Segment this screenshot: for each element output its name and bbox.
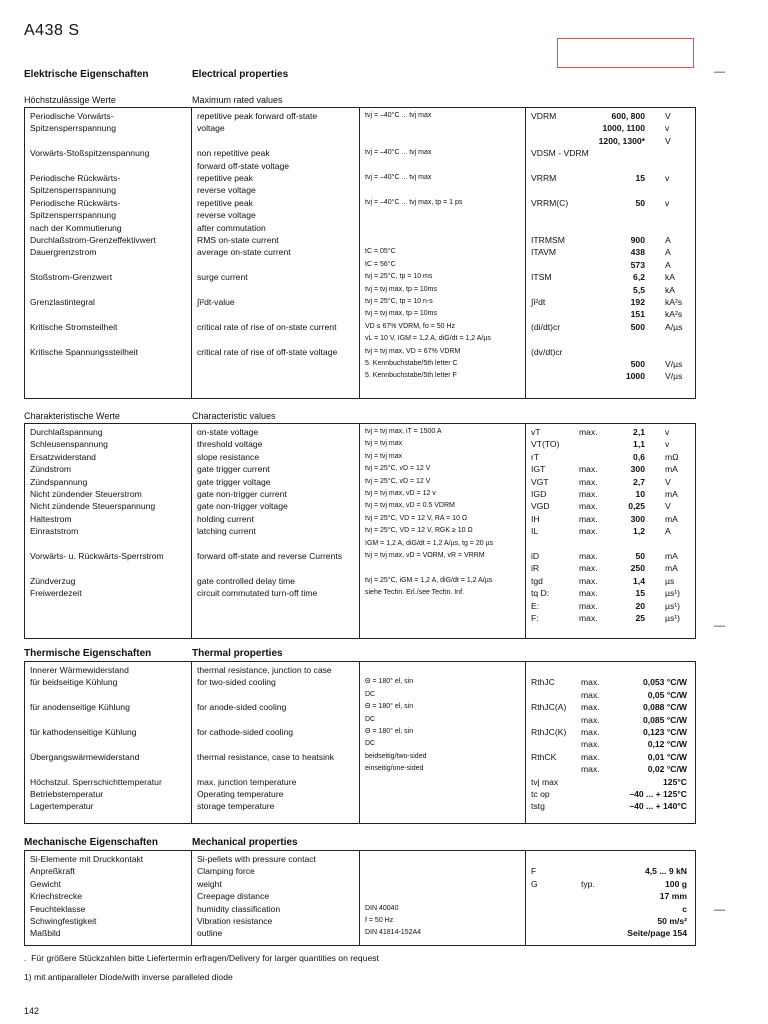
- cell-english: gate trigger voltage: [197, 476, 271, 487]
- section-heading-de: Thermische Eigenschaften: [24, 648, 152, 659]
- cell-unit: mA: [665, 563, 678, 574]
- cell-english: forward off-state voltage: [197, 160, 290, 171]
- cell-german: Freiwerdezeit: [30, 588, 82, 599]
- cell-german: Ersatzwiderstand: [30, 451, 96, 462]
- cell-value: 0,053 °C/W: [642, 677, 687, 688]
- maximum-ratings-table: [24, 107, 696, 399]
- cell-value: 1000, 1100: [602, 123, 645, 134]
- cell-german: Lagertemperatur: [30, 801, 94, 812]
- cell-english: gate non-trigger voltage: [197, 501, 288, 512]
- cell-condition: 5. Kennbuchstabe/5th letter F: [365, 372, 457, 380]
- cell-german: Haltestrom: [30, 513, 72, 524]
- cell-english: repetitive peak: [197, 197, 253, 208]
- cell-minmax: max.: [579, 476, 598, 487]
- cell-symbol: VGD: [531, 501, 550, 512]
- cell-english: slope resistance: [197, 451, 260, 462]
- cell-unit: A: [665, 526, 671, 537]
- footnote-delivery: . Für größere Stückzahlen bitte Liefertermin erfragen/Delivery for larger quantities on request: [24, 953, 379, 963]
- cell-symbol: (dv/dt)cr: [531, 346, 563, 357]
- cell-english: for cathode-sided cooling: [197, 727, 294, 737]
- cell-symbol: ITAVM: [531, 247, 556, 258]
- cell-condition: tvj = –40°C ... tvj max: [365, 149, 432, 157]
- cell-english: thermal resistance, junction to case: [197, 665, 332, 675]
- cell-german: Durchlaßstrom-Grenzeffektivwert: [30, 235, 156, 245]
- cell-unit: V: [665, 476, 671, 487]
- cell-symbol: IL: [531, 526, 539, 537]
- cell-minmax: max.: [579, 563, 598, 574]
- margin-mark: —: [714, 904, 725, 916]
- cell-value: 5,5: [633, 284, 645, 295]
- cell-unit: mA: [665, 513, 678, 524]
- cell-english: outline: [197, 928, 223, 939]
- cell-english: gate trigger current: [197, 464, 270, 475]
- cell-condition: tC = 56°C: [365, 260, 396, 268]
- cell-minmax: typ.: [581, 878, 595, 889]
- cell-unit: kA: [665, 272, 676, 283]
- cell-symbol: iD: [531, 551, 540, 561]
- cell-german: Periodische Rückwärts-: [30, 173, 121, 183]
- cell-minmax: max.: [579, 464, 598, 475]
- cell-symbol: VRRM(C): [531, 197, 569, 208]
- cell-english: circuit commutated turn-off time: [197, 588, 318, 599]
- cell-symbol: VDSM - VDRM: [531, 148, 589, 159]
- cell-symbol: RthJC(K): [531, 727, 567, 737]
- cell-german: für kathodenseitige Kühlung: [30, 727, 137, 737]
- cell-german: Einraststrom: [30, 526, 79, 537]
- cell-value: 573: [630, 259, 645, 270]
- cell-unit: V: [665, 111, 671, 121]
- cell-german: Höchstzul. Sperrschichttemperatur: [30, 776, 162, 787]
- red-stamp-box: [557, 38, 694, 68]
- cell-minmax: max.: [579, 427, 598, 437]
- cell-condition: einseitig/one-sided: [365, 765, 424, 773]
- cell-symbol: rT: [531, 451, 540, 462]
- subsection-heading-en: Maximum rated values: [192, 95, 283, 105]
- cell-german: Zündstrom: [30, 464, 72, 475]
- cell-unit: V: [665, 135, 671, 146]
- cell-english: Creepage distance: [197, 891, 270, 902]
- cell-german: Dauergrenzstrom: [30, 247, 97, 258]
- cell-symbol: VGT: [531, 476, 549, 487]
- cell-minmax: max.: [579, 588, 598, 599]
- cell-value: 2,1: [633, 427, 645, 437]
- cell-condition: tvj = tvj max, tp = 10ms: [365, 285, 437, 293]
- cell-english: average on-state current: [197, 247, 291, 258]
- cell-unit: µs¹): [665, 588, 680, 599]
- cell-english: threshold voltage: [197, 439, 263, 450]
- cell-english: after commutation: [197, 222, 266, 233]
- cell-english: Clamping force: [197, 866, 255, 877]
- cell-english: gate non-trigger current: [197, 489, 287, 499]
- cell-minmax: max.: [579, 526, 598, 537]
- cell-english: critical rate of rise of on-state current: [197, 321, 337, 332]
- cell-symbol: RthCK: [531, 751, 557, 762]
- page-title: A438 S: [24, 22, 80, 39]
- cell-german: Nicht zündender Steuerstrom: [30, 489, 142, 499]
- cell-minmax: max.: [581, 751, 600, 762]
- cell-german: für beidseitige Kühlung: [30, 677, 118, 688]
- section-heading-en: Mechanical properties: [192, 837, 298, 848]
- cell-unit: v: [665, 123, 670, 134]
- subsection-heading-de: Höchstzulässige Werte: [24, 95, 116, 105]
- cell-german: Innerer Wärmewiderstand: [30, 665, 129, 675]
- cell-unit: v: [665, 439, 670, 450]
- cell-english: reverse voltage: [197, 210, 256, 221]
- cell-german: Vorwärts- u. Rückwärts-Sperrstrom: [30, 551, 164, 561]
- cell-value: 1200, 1300*: [598, 135, 645, 146]
- cell-condition: tvj = tvj max, VD = 67% VDRM: [365, 347, 461, 355]
- cell-german: Schwingfestigkeit: [30, 916, 97, 926]
- cell-value: 17 mm: [659, 891, 687, 902]
- cell-unit: mA: [665, 489, 678, 499]
- cell-symbol: tc op: [531, 789, 550, 799]
- cell-german: für anodenseitige Kühlung: [30, 702, 130, 713]
- cell-symbol: IH: [531, 513, 540, 524]
- cell-english: on-state voltage: [197, 427, 259, 437]
- cell-english: non repetitive peak: [197, 148, 270, 159]
- cell-german: Periodische Rückwärts-: [30, 197, 121, 208]
- cell-unit: v: [665, 173, 670, 183]
- cell-condition: DC: [365, 715, 376, 723]
- cell-symbol: F:: [531, 613, 539, 623]
- cell-value: 0,085 °C/W: [642, 714, 687, 725]
- cell-minmax: max.: [581, 727, 600, 737]
- cell-symbol: IGD: [531, 489, 547, 499]
- cell-condition: DIN 40040: [365, 904, 399, 912]
- cell-minmax: max.: [579, 513, 598, 524]
- cell-german: Betriebstemperatur: [30, 789, 104, 799]
- cell-german: Kritische Stromsteilheit: [30, 321, 118, 332]
- cell-unit: kA: [665, 284, 676, 295]
- cell-value: 1,4: [633, 575, 645, 586]
- cell-english: repetitive peak forward off-state: [197, 111, 318, 121]
- cell-value: 438: [630, 247, 645, 258]
- page-number: 142: [24, 1006, 40, 1016]
- cell-value: 50: [635, 551, 645, 561]
- cell-german: Spitzensperrspannung: [30, 185, 116, 196]
- cell-symbol: G: [531, 878, 538, 889]
- cell-value: 0,05 °C/W: [647, 689, 687, 700]
- cell-condition: tvj = tvj max, tp = 10ms: [365, 310, 437, 318]
- cell-condition: tvj = tvj max, vD = 0.5 VDRM: [365, 502, 455, 510]
- margin-mark: —: [714, 66, 725, 78]
- cell-unit: kA²s: [665, 297, 683, 307]
- cell-value: 0,123 °C/W: [642, 727, 687, 737]
- cell-value: 1,2: [633, 526, 645, 537]
- cell-minmax: max.: [579, 489, 598, 499]
- cell-german: Durchlaßspannung: [30, 427, 103, 437]
- footnote-text: Für größere Stückzahlen bitte Liefertermin erfragen/Delivery for larger quantities on request: [31, 953, 379, 963]
- cell-english: humidity classification: [197, 903, 281, 914]
- cell-value: –40 ... + 140°C: [629, 801, 687, 812]
- cell-symbol: E:: [531, 600, 540, 611]
- cell-english: repetitive peak: [197, 173, 253, 183]
- cell-condition: tvj = 25°C, tp = 10 ms: [365, 273, 433, 281]
- cell-minmax: max.: [581, 764, 600, 775]
- cell-symbol: VRRM: [531, 173, 557, 183]
- section-heading-de: Mechanische Eigenschaften: [24, 837, 158, 848]
- cell-minmax: max.: [581, 702, 600, 713]
- cell-value: 1,1: [633, 439, 645, 450]
- cell-value: 25: [635, 613, 645, 623]
- cell-condition: beidseitig/two-sided: [365, 752, 427, 760]
- cell-condition: DC: [365, 690, 376, 698]
- cell-unit: A: [665, 247, 671, 258]
- cell-symbol: ITRMSM: [531, 235, 565, 245]
- thermal-properties-table: [24, 661, 696, 824]
- cell-value: 192: [630, 297, 645, 307]
- cell-value: 50 m/s²: [657, 916, 687, 926]
- cell-unit: A: [665, 235, 671, 245]
- cell-value: Seite/page 154: [627, 928, 687, 939]
- cell-value: 0,02 °C/W: [647, 764, 687, 775]
- cell-unit: mA: [665, 551, 678, 561]
- cell-german: Stoßstrom-Grenzwert: [30, 272, 113, 283]
- margin-mark: —: [714, 620, 725, 632]
- cell-value: 0,25: [628, 501, 645, 512]
- cell-value: 4,5 ... 9 kN: [644, 866, 687, 877]
- cell-german: Nicht zündende Steuerspannung: [30, 501, 156, 512]
- cell-value: 500: [630, 359, 645, 369]
- cell-value: 50: [635, 197, 645, 208]
- cell-symbol: VT(TO): [531, 439, 560, 450]
- cell-symbol: ∫i²dt: [531, 297, 546, 307]
- cell-symbol: tq D:: [531, 588, 550, 599]
- cell-value: 250: [630, 563, 645, 574]
- cell-condition: Θ = 180° el, sin: [365, 678, 414, 686]
- cell-english: surge current: [197, 272, 248, 283]
- cell-symbol: tstg: [531, 801, 545, 812]
- cell-condition: vL = 10 V, IGM = 1,2 A, diG/dt = 1,2 A/µs: [365, 335, 491, 343]
- section-heading-en: Thermal properties: [192, 648, 283, 659]
- cell-condition: VD ≤ 67% VDRM, fo = 50 Hz: [365, 322, 456, 330]
- cell-value: 100 g: [665, 878, 687, 889]
- characteristic-values-table: [24, 423, 696, 639]
- section-heading-en: Electrical properties: [192, 69, 289, 80]
- cell-condition: Θ = 180° el, sin: [365, 728, 414, 735]
- cell-english: RMS on-state current: [197, 235, 279, 245]
- cell-unit: mΩ: [665, 451, 679, 462]
- cell-condition: tvj = 25°C, vD = 12 V: [365, 477, 431, 485]
- cell-symbol: tgd: [531, 575, 543, 586]
- cell-value: 151: [630, 309, 645, 320]
- cell-minmax: max.: [581, 714, 600, 725]
- cell-english: ∫i²dt-value: [197, 297, 235, 307]
- cell-unit: A: [665, 259, 671, 270]
- cell-english: gate controlled delay time: [197, 575, 295, 586]
- cell-symbol: iR: [531, 563, 540, 574]
- cell-unit: V/µs: [665, 359, 683, 369]
- cell-unit: mA: [665, 464, 678, 475]
- cell-english: holding current: [197, 513, 254, 524]
- cell-condition: tvj = tvj max: [365, 452, 403, 460]
- cell-condition: tvj = 25°C, iGM = 1,2 A, diG/dt = 1,2 A/µs: [365, 576, 493, 584]
- footnote-diode: 1) mit antiparalleler Diode/with inverse paralleled diode: [24, 972, 233, 982]
- cell-german: Periodische Vorwärts-: [30, 111, 114, 121]
- cell-value: 6,2: [633, 272, 645, 283]
- cell-unit: V: [665, 501, 671, 512]
- cell-english: latching current: [197, 526, 256, 537]
- cell-unit: µs¹): [665, 613, 680, 623]
- cell-english: for anode-sided cooling: [197, 702, 287, 713]
- cell-symbol: tvj max: [531, 776, 559, 787]
- cell-value: 1000: [625, 371, 645, 382]
- cell-english: for two-sided cooling: [197, 677, 276, 688]
- cell-condition: tC = 05°C: [365, 248, 396, 256]
- cell-german: Si-Elemente mit Druckkontakt: [30, 854, 144, 864]
- cell-english: storage temperature: [197, 801, 275, 812]
- cell-condition: tvj = tvj max, vD = VORM, vR = VRRM: [365, 552, 485, 559]
- cell-condition: DC: [365, 740, 376, 748]
- cell-german: Grenzlastintegral: [30, 297, 95, 307]
- cell-english: thermal resistance, case to heatsink: [197, 751, 335, 762]
- cell-german: Feuchteklasse: [30, 903, 86, 914]
- cell-symbol: VDRM: [531, 111, 557, 121]
- cell-condition: IGM = 1,2 A, diG/dt = 1,2 A/µs, tg = 20 µs: [365, 539, 494, 547]
- cell-value: 20: [635, 600, 645, 611]
- cell-condition: siehe Techn. Erl./see Techn. Inf.: [365, 589, 464, 597]
- cell-german: Maßbild: [30, 928, 61, 939]
- cell-minmax: max.: [579, 501, 598, 512]
- cell-condition: tvj = 25°C, VD = 12 V, RGK ≥ 10 Ω: [365, 527, 473, 535]
- cell-condition: tvj = 25°C, tp = 10 n-s: [365, 298, 433, 305]
- cell-minmax: max.: [579, 551, 598, 561]
- cell-value: 0,12 °C/W: [647, 739, 687, 750]
- cell-condition: tvj = 25°C, vD = 12 V: [365, 465, 431, 473]
- cell-symbol: F: [531, 866, 537, 877]
- cell-german: Spitzensperrspannung: [30, 210, 116, 221]
- cell-symbol: ITSM: [531, 272, 552, 283]
- cell-value: 10: [635, 489, 645, 499]
- cell-condition: f = 50 Hz: [365, 917, 394, 924]
- cell-unit: V/µs: [665, 371, 683, 382]
- cell-symbol: (di/dt)cr: [531, 321, 561, 332]
- cell-unit: v: [665, 427, 670, 437]
- cell-symbol: RthJC(A): [531, 702, 567, 713]
- cell-german: Kriechstrecke: [30, 891, 83, 902]
- cell-german: Anpreßkraft: [30, 866, 75, 877]
- cell-value: 15: [635, 173, 645, 183]
- cell-english: max. junction temperature: [197, 776, 297, 787]
- cell-value: 900: [630, 235, 645, 245]
- cell-condition: tvj = tvj max, iT = 1500 A: [365, 428, 442, 435]
- section-heading-de: Elektrische Eigenschaften: [24, 69, 149, 80]
- cell-german: nach der Kommutierung: [30, 222, 122, 233]
- cell-german: Zündspannung: [30, 476, 88, 487]
- cell-condition: Θ = 180° el, sin: [365, 703, 414, 711]
- cell-condition: 5. Kennbuchstabe/5th letter C: [365, 360, 458, 367]
- cell-value: 0,01 °C/W: [647, 751, 687, 762]
- cell-minmax: max.: [581, 677, 600, 688]
- cell-english: weight: [197, 878, 222, 889]
- cell-condition: tvj = 25°C, VD = 12 V, RA = 10 Ω: [365, 514, 468, 522]
- cell-minmax: max.: [579, 575, 598, 586]
- cell-german: Spitzensperrspannung: [30, 123, 116, 134]
- cell-value: 125°C: [663, 776, 687, 787]
- cell-condition: tvj = –40°C ... tvj max: [365, 112, 432, 119]
- cell-symbol: vT: [531, 427, 541, 437]
- cell-value: 0,6: [633, 451, 645, 462]
- cell-german: Schleusenspannung: [30, 439, 108, 450]
- cell-value: 600, 800: [611, 111, 645, 121]
- cell-unit: kA²s: [665, 309, 683, 320]
- cell-english: critical rate of rise of off-state voltage: [197, 346, 338, 357]
- cell-german: Vorwärts-Stoßspitzenspannung: [30, 148, 150, 159]
- cell-condition: tvj = tvj max, vD = 12 v: [365, 490, 436, 497]
- cell-condition: tvj = –40°C ... tvj max, tp = 1 ps: [365, 198, 463, 206]
- cell-value: –40 ... + 125°C: [629, 789, 687, 799]
- cell-german: Kritische Spannungssteilheit: [30, 346, 138, 357]
- cell-english: Si-pellets with pressure contact: [197, 854, 316, 864]
- cell-minmax: max.: [581, 689, 600, 700]
- cell-value: 15: [635, 588, 645, 599]
- cell-english: Operating temperature: [197, 789, 284, 799]
- cell-german: Übergangswärmewiderstand: [30, 751, 140, 762]
- cell-value: c: [682, 903, 687, 914]
- cell-condition: DIN 41814-152A4: [365, 929, 422, 937]
- cell-minmax: max.: [581, 739, 600, 750]
- cell-value: 300: [630, 513, 645, 524]
- mechanical-properties-table: [24, 850, 696, 946]
- cell-english: reverse voltage: [197, 185, 256, 196]
- cell-german: Zündverzug: [30, 575, 76, 586]
- cell-condition: tvj = –40°C ... tvj max: [365, 174, 432, 181]
- cell-minmax: max.: [579, 613, 598, 623]
- cell-minmax: max.: [579, 600, 598, 611]
- cell-value: 300: [630, 464, 645, 475]
- cell-symbol: IGT: [531, 464, 546, 475]
- cell-unit: µs: [665, 575, 675, 586]
- cell-unit: µs¹): [665, 600, 680, 611]
- cell-condition: tvj = tvj max: [365, 440, 403, 448]
- cell-value: 0,088 °C/W: [642, 702, 687, 713]
- cell-value: 500: [630, 321, 645, 332]
- cell-english: Vibration resistance: [197, 916, 273, 926]
- subsection-heading-en: Characteristic values: [192, 411, 276, 421]
- cell-german: Gewicht: [30, 878, 62, 889]
- cell-unit: v: [665, 197, 670, 208]
- subsection-heading-de: Charakteristische Werte: [24, 411, 120, 421]
- cell-unit: A/µs: [665, 321, 683, 332]
- cell-english: voltage: [197, 123, 225, 134]
- cell-english: forward off-state and reverse Currents: [197, 551, 343, 561]
- cell-value: 2,7: [633, 476, 645, 487]
- cell-symbol: RthJC: [531, 677, 555, 688]
